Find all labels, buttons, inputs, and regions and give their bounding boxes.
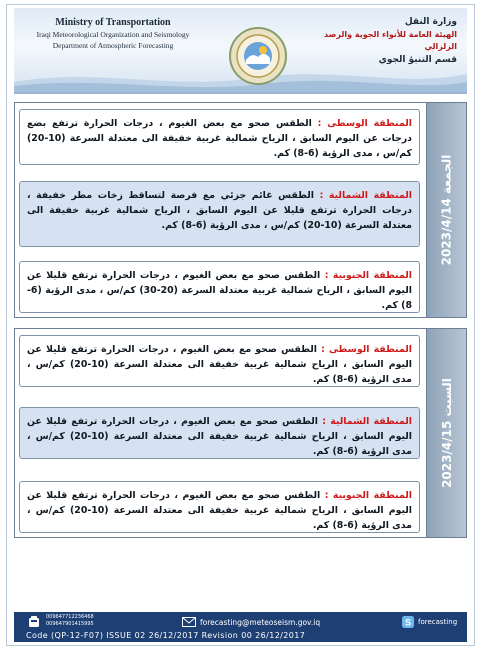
region-label: المنطقة الوسطى :	[321, 344, 412, 355]
region-label: المنطقة الشمالية :	[322, 416, 412, 427]
phone-icon	[28, 615, 40, 628]
forecast-central	[19, 109, 420, 165]
forecast-north	[19, 181, 420, 247]
forecast-south	[19, 481, 420, 533]
region-label: المنطقة الجنوبية :	[324, 270, 412, 281]
day-group-saturday	[14, 328, 467, 538]
organization-name-en: Iraqi Meteorological Organization and Seismology	[36, 30, 190, 39]
day-group-friday	[14, 102, 467, 318]
arabic-title-block	[297, 16, 457, 67]
forecast-text: الطقس غائم جزئي مع فرصة لتساقط زخات مطر خفيفة ، درجات الحرارة ترتفع قليلا عن اليوم السابق ، الرياح شمالية غربية خفيفة الى معتدلة السرعة (10-20) كم/س ، مدى الرؤية (6-8) كم.	[27, 190, 412, 231]
forecast-text: الطقس صحو مع بعض الغيوم ، درجات الحرارة ترتفع قليلا عن اليوم السابق ، الرياح شمالية غربية خفيفة الى معتدلة السرعة (10-20) كم/س ، مدى الرؤية (6-8) كم.	[27, 416, 413, 457]
forecast-text: الطقس صحو مع بعض الغيوم ، درجات الحرارة ترتفع قليلا عن اليوم السابق ، الرياح شمالية غربية معتدلة السرعة (20-30) كم/س ، مدى الرؤية (6-8) كم.	[27, 270, 412, 311]
phone-numbers	[46, 614, 94, 628]
skype-handle[interactable]: forecasting	[418, 618, 458, 626]
day-label-text: السبت 2023/4/15	[439, 378, 454, 488]
organization-name-ar: الهيئة العامة للأنواء الجوية والرصد الزلزالي	[324, 30, 457, 51]
letterhead	[14, 8, 467, 94]
page-frame	[6, 4, 475, 646]
ministry-name-en: Ministry of Transportation	[55, 17, 171, 28]
email-address[interactable]: forecasting@meteoseism.gov.iq	[200, 618, 321, 627]
region-label: المنطقة الجنوبية :	[324, 490, 412, 501]
day-label-text: الجمعة 2023/4/14	[439, 154, 454, 266]
department-name-ar: قسم التنبؤ الجوي	[378, 55, 457, 65]
region-label: المنطقة الشمالية :	[319, 190, 412, 201]
forecast-text: الطقس صحو مع بعض الغيوم ، درجات الحرارة ترتفع بضع درجات عن اليوم السابق ، الرياح شمالية غربية خفيفة الى معتدلة السرعة (10-20) كم/س ، مدى الرؤية (6-8) كم.	[27, 118, 412, 159]
forecast-text: الطقس صحو مع بعض الغيوم ، درجات الحرارة ترتفع قليلا عن اليوم السابق ، الرياح شمالية غربية خفيفة الى معتدلة السرعة (10-20) كم/س ، مدى الرؤية (6-8) كم.	[27, 490, 413, 531]
day-label-friday	[426, 103, 466, 317]
svg-text:S: S	[404, 617, 412, 628]
forecast-south	[19, 261, 420, 313]
phone-number: 009647901415995	[46, 621, 94, 627]
document-code: Code (QP-12-F07) ISSUE 02 26/12/2017 Revision 00 26/12/2017	[26, 631, 306, 640]
day-label-saturday	[426, 329, 466, 537]
forecast-text: الطقس صحو مع بعض الغيوم ، درجات الحرارة ترتفع قليلا عن اليوم السابق ، الرياح شمالية غربية خفيفة الى معتدلة السرعة (10-20) كم/س ، مدى الرؤية (6-8) كم.	[27, 344, 413, 385]
skype-icon	[402, 616, 414, 628]
phone-number: 009647712236468	[46, 614, 94, 620]
forecast-north	[19, 407, 420, 459]
region-label: المنطقة الوسطى :	[317, 118, 412, 129]
contact-row	[14, 614, 467, 630]
department-name-en: Department of Atmospheric Forecasting	[52, 41, 174, 50]
forecast-central	[19, 335, 420, 387]
mail-icon	[182, 617, 196, 627]
footer-bar	[14, 612, 467, 642]
organization-logo	[228, 26, 288, 86]
ministry-name-ar: وزارة النقل	[404, 17, 457, 27]
english-title-block	[28, 16, 198, 52]
